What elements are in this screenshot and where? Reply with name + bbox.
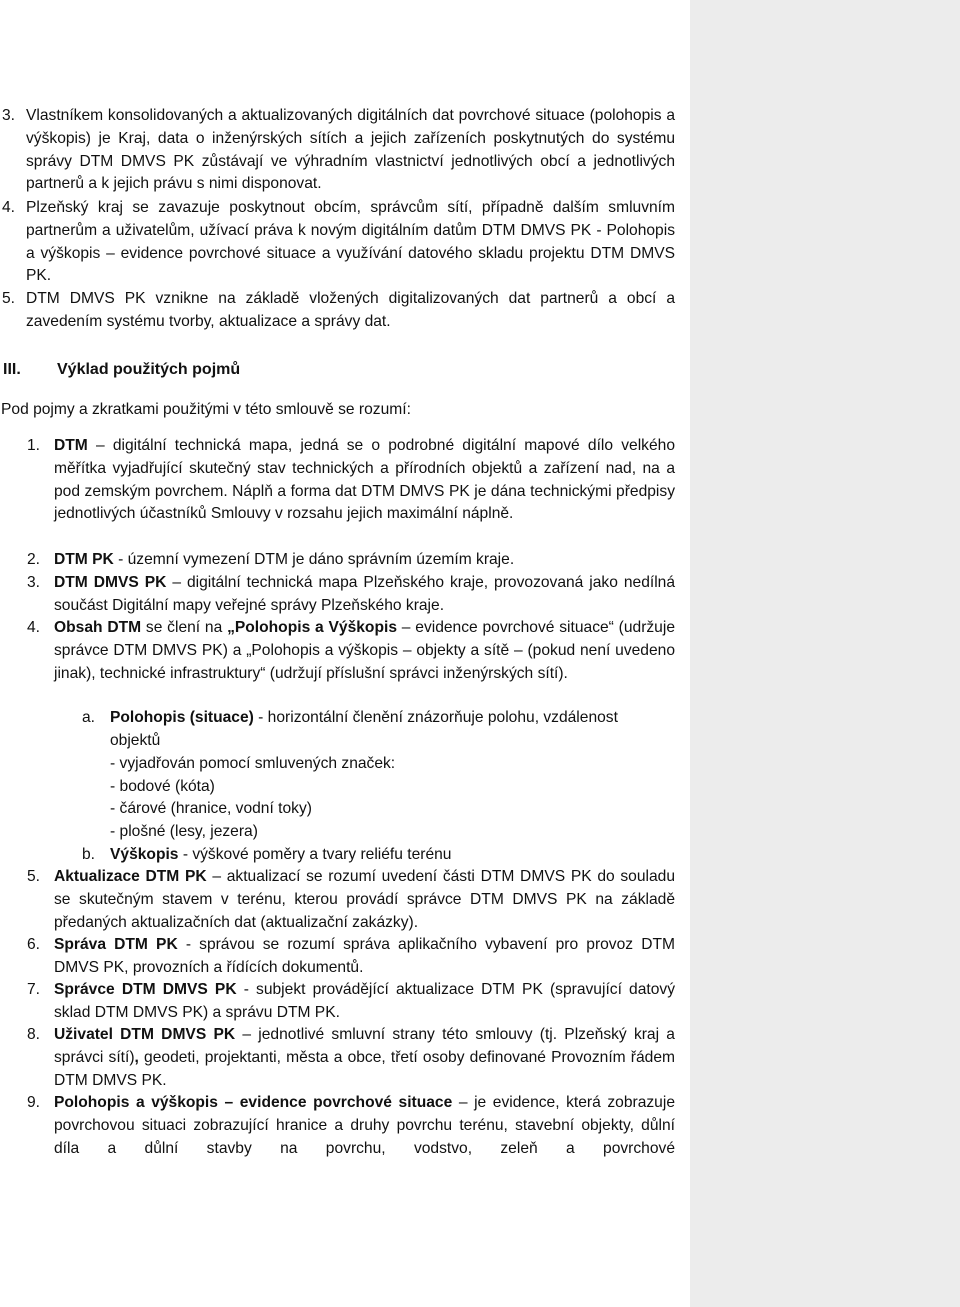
sub-item-body: - horizontální členění znázorňuje polohu, vzdálenost objektů	[110, 709, 618, 749]
definition-term: Aktualizace DTM PK	[54, 868, 207, 885]
sub-item-a-line-4: - plošné (lesy, jezera)	[110, 823, 258, 840]
definition-term: DTM	[54, 437, 88, 454]
sub-item-letter: b.	[82, 846, 96, 863]
definition-number: 4.	[27, 619, 41, 636]
definition-body: – jednotlivé smluvní strany této smlouvy (tj. Plzeňský kraj a správci sítí)	[54, 1026, 675, 1066]
section-number: III.	[3, 361, 21, 378]
sub-item-body: - výškové poměry a tvary reliéfu terénu	[178, 846, 452, 863]
definition-term: DTM PK	[54, 551, 114, 568]
definition-text	[54, 1024, 675, 1092]
definition-number: 1.	[27, 437, 41, 454]
section-heading	[3, 359, 240, 381]
paragraph-item-5	[0, 288, 675, 334]
side-panel	[690, 0, 960, 1307]
sub-item-term: Výškopis	[110, 846, 179, 863]
intro-text: Pod pojmy a zkratkami použitými v této smlouvě se rozumí:	[1, 401, 411, 418]
definition-body: – digitální technická mapa, jedná se o podrobné digitální mapové dílo velkého měřítka vyjadřující skutečný stav technických a přírodních objektů a zařízení nad, na a pod zemským povrchem. Náplň a forma dat DTM DMVS PK je dána technickými předpisy jednotlivých účastníků Smlouvy v rozsahu jejich maximální náplně.	[54, 437, 675, 523]
definition-text	[54, 979, 675, 1025]
definition-number: 5.	[27, 868, 41, 885]
item-text: Vlastníkem konsolidovaných a aktualizovaných digitálních dat povrchové situace (polohopis a výškopis) je Kraj, data o inženýrských sítích a jejich zařízeních poskytnutých do systému správy DTM DMVS PK zůstávají ve výhradním vlastnictví jednotlivých obcí a jednotlivých partnerů a k jejich právu s nimi disponovat.	[26, 107, 675, 193]
definition-number: 7.	[27, 981, 41, 998]
definition-text	[54, 435, 675, 526]
definition-number: 6.	[27, 936, 41, 953]
sub-item-a-line-3: - čárové (hranice, vodní toky)	[110, 800, 312, 817]
definition-body-continued: geodeti, projektanti, města a obce, třetí osoby definované Provozním řádem DTM DMVS PK.	[54, 1048, 675, 1089]
definition-body: – aktualizací se rozumí uvedení části DTM DMVS PK do souladu se skutečným stavem v terénu, kterou provádí správce DTM DMVS PK na základě předaných aktualizačních dat (aktualizační zakázky).	[54, 868, 675, 931]
sub-item-a-line-1: - vyjadřován pomocí smluvených značek:	[110, 755, 396, 772]
definition-number: 3.	[27, 574, 41, 591]
definition-body-continued: – evidence povrchové situace“ (udržuje správce DTM DMVS PK) a „Polohopis a výškopis – objekty a sítě – (pokud není uvedeno jinak), technické infrastruktury“ (udržují příslušní správci inženýrských sítí).	[54, 619, 675, 682]
definition-3	[0, 572, 675, 618]
definition-body: - subjekt provádějící aktualizace DTM PK (spravující datový sklad DTM DMVS PK) a správu DTM PK.	[54, 981, 675, 1021]
definition-term: Obsah DTM	[54, 619, 142, 636]
definition-number: 8.	[27, 1026, 41, 1043]
sub-item-letter: a.	[82, 709, 96, 726]
definition-7	[0, 979, 675, 1025]
item-text: Plzeňský kraj se zavazuje poskytnout obcím, správcům sítí, případně dalším smluvním partnerům a uživatelům, užívací práva k novým digitálním datům DTM DMVS PK - Polohopis a výškopis – evidence povrchové situace a využívání datového skladu projektu DTM DMVS PK.	[26, 199, 675, 285]
item-number: 5.	[2, 290, 16, 307]
definition-term: Správce DTM DMVS PK	[54, 981, 237, 998]
definition-text	[54, 1092, 675, 1160]
sub-item-text	[110, 844, 675, 867]
definition-4	[0, 617, 675, 685]
definition-text	[54, 549, 675, 572]
item-number: 4.	[2, 199, 16, 216]
definition-2	[0, 549, 675, 572]
definition-body: – digitální technická mapa Plzeňského kraje, provozovaná jako nedílná součást Digitální mapy veřejné správy Plzeňského kraje.	[54, 574, 676, 614]
definition-text	[54, 617, 675, 685]
sub-item-a-line-2: - bodové (kóta)	[110, 778, 215, 795]
definition-body: - územní vymezení DTM je dáno správním územím kraje.	[113, 551, 515, 568]
sub-item-a	[0, 707, 675, 753]
definition-term: Polohopis a výškopis – evidence povrchové situace	[54, 1094, 453, 1111]
sub-item-text	[110, 707, 670, 753]
item-number: 3.	[2, 107, 16, 124]
definition-text	[54, 572, 675, 618]
sub-item-b	[0, 844, 675, 867]
definition-body: – je evidence, která zobrazuje povrchovou situaci zobrazující hranice a druhy povrchu terénu, stavební objekty, důlní díla a důlní stavby na povrchu, vodstvo, zeleň a povrchové	[54, 1094, 675, 1157]
definition-body: - správou se rozumí správa aplikačního vybavení pro provoz DTM DMVS PK, provozních a řídících dokumentů.	[54, 936, 675, 976]
section-title: Výklad použitých pojmů	[57, 361, 241, 378]
definition-6	[0, 934, 675, 980]
item-text: DTM DMVS PK vznikne na základě vložených digitalizovaných dat partnerů a obcí a zavedením systému tvorby, aktualizace a správy dat.	[26, 290, 675, 330]
definition-term: Správa DTM PK	[54, 936, 178, 953]
definition-term: Uživatel DTM DMVS PK	[54, 1026, 236, 1043]
definition-term-secondary: ,	[134, 1048, 139, 1066]
definition-number: 9.	[27, 1094, 41, 1111]
definition-number: 2.	[27, 551, 41, 568]
definition-1	[0, 435, 675, 526]
definition-text	[54, 866, 675, 934]
sub-item-term: Polohopis (situace)	[110, 709, 254, 726]
definition-body: se člení na	[141, 619, 228, 636]
paragraph-item-3	[0, 105, 675, 196]
definition-5	[0, 866, 675, 934]
definition-text	[54, 934, 675, 980]
definition-term: DTM DMVS PK	[54, 574, 167, 591]
definition-9	[0, 1092, 675, 1160]
definition-term-secondary: „Polohopis a Výškopis	[227, 619, 397, 636]
definition-8	[0, 1024, 675, 1092]
paragraph-item-4	[0, 197, 675, 288]
